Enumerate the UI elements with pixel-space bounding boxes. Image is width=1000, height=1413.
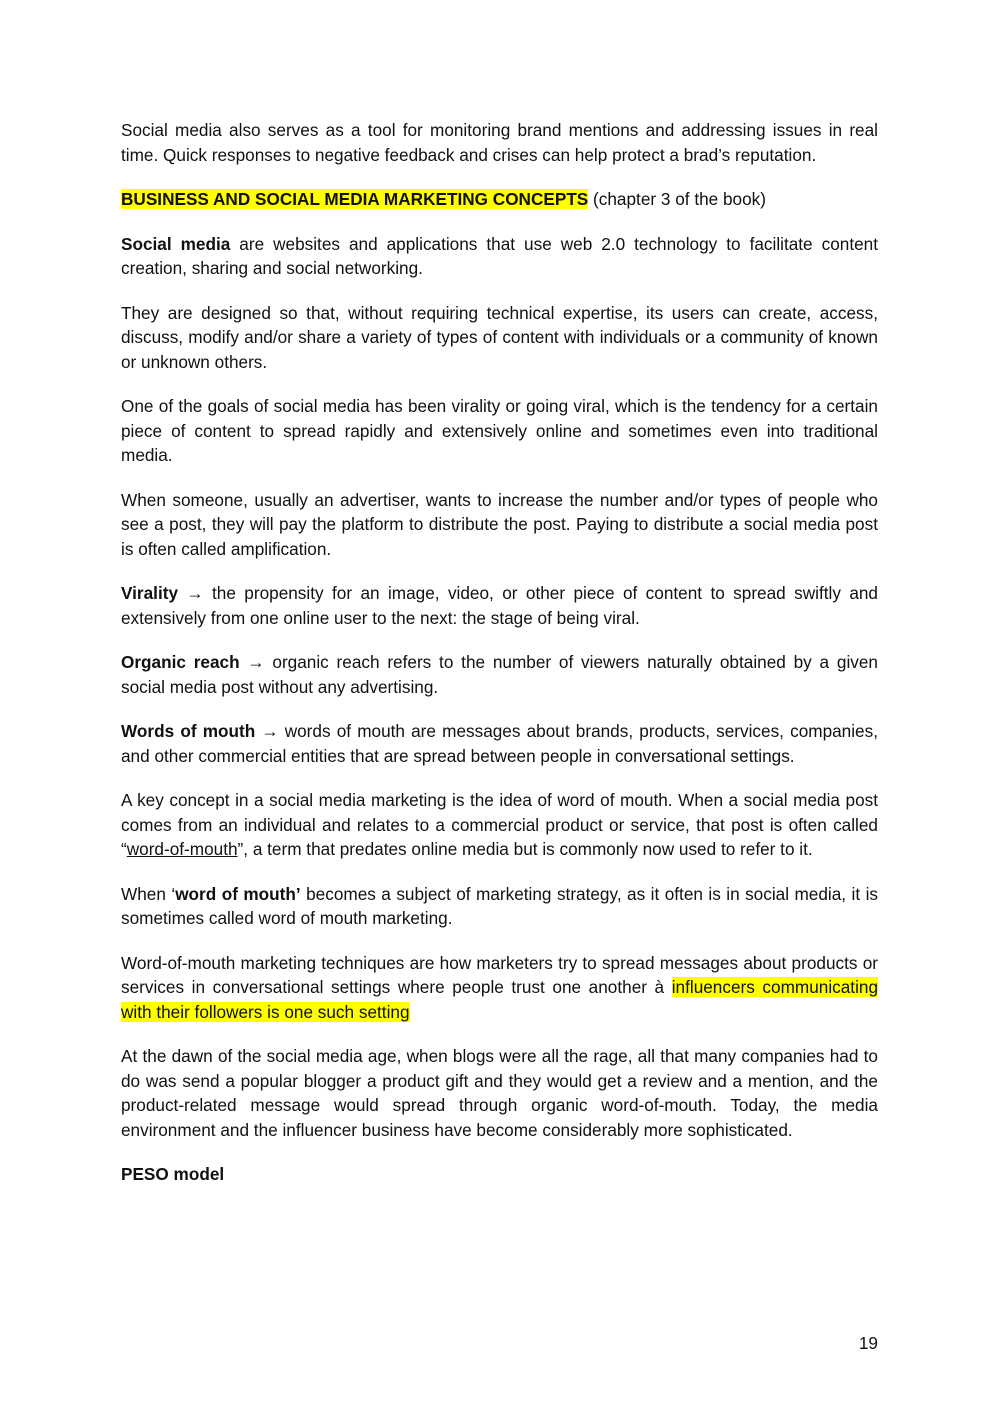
peso-heading-text: PESO model	[121, 1164, 225, 1184]
term-organic-reach: Organic reach	[121, 652, 240, 672]
term-virality: Virality	[121, 583, 179, 603]
section-heading	[121, 187, 878, 212]
paragraph-dawn: At the dawn of the social media age, when blogs were all the rage, all that many companies had to do was send a popular blogger a product gift and they would get a review and a mention, and the product-related message would spread through organic word-of-mouth. Today, the media environment and the influencer business have become considerably more sophisticated.	[121, 1046, 878, 1140]
text-segment: ”, a term that predates online media but is commonly now used to refer to it.	[237, 839, 813, 859]
paragraph-goals: One of the goals of social media has been virality or going viral, which is the tendency for a certain piece of content to spread rapidly and extensively online and sometimes even into traditional media.	[121, 396, 878, 465]
underlined-term: word-of-mouth	[126, 839, 238, 859]
definition-text: → organic reach refers to the number of viewers naturally obtained by a given social media post without any advertising.	[121, 652, 878, 697]
text-segment: When ‘	[121, 883, 176, 904]
paragraph-wom-strategy	[121, 882, 878, 931]
bold-term: word of mouth’	[175, 883, 301, 904]
definition-social-media	[121, 232, 878, 281]
definition-organic-reach	[121, 650, 878, 699]
section-heading-note: (chapter 3 of the book)	[588, 189, 766, 209]
text-segment: Word-of-mouth marketing techniques are how marketers try to spread messages about products or services in conversational settings where people trust one another à	[121, 952, 878, 997]
paragraph-amplification: When someone, usually an advertiser, wants to increase the number and/or types of people who see a post, they will pay the platform to distribute the post. Paying to distribute a social media post is often called amplification.	[121, 489, 878, 559]
paragraph-brand-monitoring: Social media also serves as a tool for monitoring brand mentions and addressing issues in real time. Quick responses to negative feedback and crises can help protect a brad’s reputation.	[121, 120, 878, 165]
paragraph-designed: They are designed so that, without requiring technical expertise, its users can create, access, discuss, modify and/or share a variety of types of content with individuals or a community of known or unknown others.	[121, 302, 878, 372]
text-segment: A key concept in a social media marketing is the idea of word of mouth. When a social media post comes from an individual and relates to a commercial product or service, that post is often called “	[121, 790, 878, 859]
page-number: 19	[858, 1333, 878, 1353]
paragraph-techniques	[121, 951, 878, 1025]
highlighted-text: influencers communicating with their followers is one such setting	[121, 977, 879, 1022]
definition-text: → words of mouth are messages about brands, products, services, companies, and other commercial entities that are spread between people in conversational settings.	[121, 721, 878, 766]
definition-text: → the propensity for an image, video, or other piece of content to spread swiftly and extensively from one online user to the next: the stage of being viral.	[121, 583, 878, 628]
term-words-of-mouth: Words of mouth	[121, 721, 256, 741]
definition-text: are websites and applications that use web 2.0 technology to facilitate content creation, sharing and social networking.	[121, 233, 878, 278]
definition-virality	[121, 581, 878, 630]
text-segment: becomes a subject of marketing strategy, as it often is in social media, it is sometimes called word of mouth marketing.	[121, 883, 878, 928]
definition-words-of-mouth	[121, 719, 878, 768]
term-social-media: Social media	[121, 233, 231, 254]
document-body	[121, 118, 878, 1207]
peso-heading	[121, 1162, 878, 1187]
section-heading-highlighted: BUSINESS AND SOCIAL MEDIA MARKETING CONCEPTS	[121, 189, 589, 209]
paragraph-key-concept	[121, 788, 878, 862]
